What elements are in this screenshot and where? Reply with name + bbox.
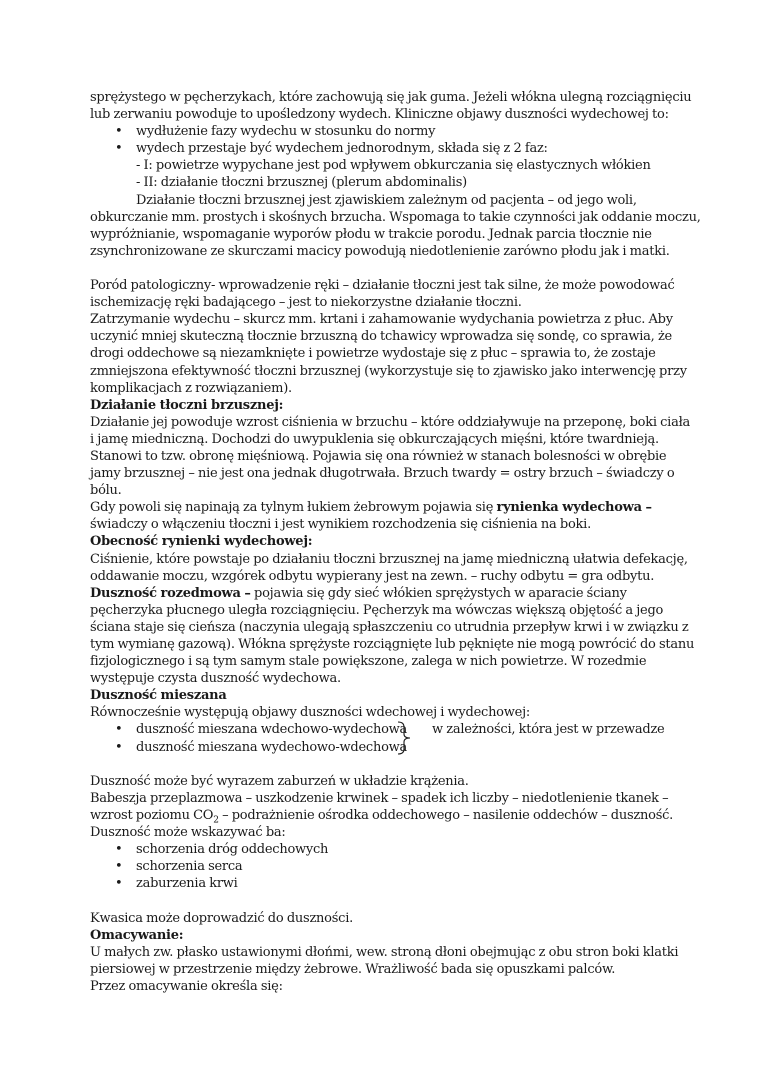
section-heading: Omacywanie:	[90, 927, 184, 943]
bullet-icon: •	[115, 739, 123, 755]
list-item: • schorzenia serca	[115, 859, 243, 875]
list-item: • wydech przestaje być wydechem jednorodnym, składa się z 2 faz:	[115, 141, 548, 157]
text-line: Duszność może być wyrazem zaburzeń w układzie krążenia.	[90, 773, 469, 789]
bullet-icon: •	[115, 722, 123, 738]
text-line: piersiowej w przestrzenie między żebrowe. Wrażliwość bada się opuszkami palców.	[90, 961, 616, 977]
bullet-icon: •	[115, 842, 123, 858]
text-line: jamy brzusznej – nie jest ona jednak długotrwała. Brzuch twardy = ostry brzuch – świadczy o	[90, 466, 675, 482]
text-line: oddawanie moczu, wzgórek odbytu wypierany jest na zewn. – ruchy odbytu = gra odbytu.	[90, 568, 655, 584]
text-line: świadczy o włączeniu tłoczni i jest wynikiem rozchodzenia się ciśnienia na boki.	[90, 517, 591, 533]
text-line: fizjologicznego i są tym samym stale powiększone, zalega w nich powietrze. W rozedmie	[90, 654, 647, 670]
text-line: zsynchronizowane ze skurczami macicy powodują niedotlenienie zarówno płodu jak i matki.	[90, 243, 670, 259]
bullet-icon: •	[115, 876, 123, 892]
bold-term: rynienka wydechowa –	[496, 500, 652, 516]
sub-item: - I: powietrze wypychane jest pod wpływem obkurczania się elastycznych włókien	[136, 158, 651, 174]
bullet-icon: •	[115, 859, 123, 875]
list-item: • zaburzenia krwi	[115, 876, 238, 892]
text-line: tym wymianę gazową). Włókna sprężyste rozciągnięte lub pęknięte nie mogą powrócić do stanu	[90, 637, 695, 652]
text-line: Równocześnie występują objawy duszności wdechowej i wydechowej:	[90, 705, 530, 721]
section-heading: Działanie tłoczni brzusznej:	[90, 397, 284, 413]
text-line: i jamę miedniczną. Dochodzi do uwypuklenia się obkurczających mięśni, które twardnieją.	[90, 431, 659, 447]
text-line: Duszność rozedmowa – pojawia się gdy sieć włókien sprężystych w aparacie ściany	[90, 585, 627, 601]
text-line: wzrost poziomu $CO_2$ – podrażnienie ośrodka oddechowego – nasilenie oddechów – duszność.	[90, 807, 674, 826]
sub-item: - II: działanie tłoczni brzusznej (plerum abdominalis)	[136, 175, 467, 191]
text-line: Gdy powoli się napinają za tylnym łukiem żebrowym pojawia się rynienka wydechowa –	[90, 500, 652, 516]
text-line: Przez omacywanie określa się:	[90, 978, 283, 994]
list-item: • wydłużenie fazy wydechu w stosunku do normy	[115, 124, 436, 140]
text-line: sprężystego w pęcherzykach, które zachowują się jak guma. Jeżeli włókna ulegną rozciągnięciu	[90, 90, 692, 105]
section-heading: Obecność rynienki wydechowej:	[90, 534, 313, 550]
document-page	[90, 89, 701, 995]
list-item: • schorzenia dróg oddechowych	[115, 842, 329, 858]
text-line: Poród patologiczny- wprowadzenie ręki – działanie tłoczni jest tak silne, że może powodować	[90, 278, 675, 294]
text-line: pęcherzyka płucnego uległa rozciągnięciu. Pęcherzyk ma wówczas większą objętość a jego	[90, 602, 664, 618]
brace-note: w zależności, która jest w przewadze	[432, 722, 665, 738]
section-heading: Duszność mieszana	[90, 688, 227, 704]
text-line: ściana staje się cieńsza (naczynia ulegają spłaszczeniu co utrudnia przepływ krwi i w związku z	[90, 619, 689, 635]
text-line: Stanowi to tzw. obronę mięśniową. Pojawia się ona również w stanach bolesności w obrębie	[90, 448, 667, 464]
text-line: Działanie tłoczni brzusznej jest zjawiskiem zależnym od pacjenta – od jego woli,	[136, 192, 637, 208]
text-line: zmniejszona efektywność tłoczni brzusznej (wykorzystuje się to zjawisko jako interwencję przy	[90, 363, 687, 379]
text-line: U małych zw. płasko ustawionymi dłońmi, wew. stroną dłoni obejmując z obu stron boki klatki	[90, 944, 679, 960]
text-line: Zatrzymanie wydechu – skurcz mm. krtani i zahamowanie wydychania powietrza z płuc. Aby	[90, 312, 673, 328]
text-line: Babeszja przeplazmowa – uszkodzenie krwinek – spadek ich liczby – niedotlenienie tkanek –	[90, 790, 669, 806]
mixed-dyspnea-list	[90, 721, 682, 755]
right-brace-icon	[397, 721, 411, 755]
text-line: wypróżnianie, wspomaganie wyporów płodu w trakcie porodu. Jednak parcia tłocznie nie	[90, 226, 652, 242]
text-line: występuje czysta duszność wydechowa.	[90, 671, 341, 687]
subscript: 2	[213, 815, 219, 826]
text-line: komplikacjach z rozwiązaniem).	[90, 380, 292, 396]
text-line: drogi oddechowe są niezamknięte i powietrze wydostaje się z płuc – sprawia to, że zostaje	[90, 346, 656, 362]
text-line: lub zerwaniu powoduje to upośledzony wydech. Kliniczne objawy duszności wydechowej to:	[90, 107, 669, 123]
text-line: ischemizację ręki badającego – jest to niekorzystne działanie tłoczni.	[90, 295, 522, 311]
text-line: Ciśnienie, które powstaje po działaniu tłoczni brzusznej na jamę miedniczną ułatwia defekację,	[90, 551, 688, 567]
text-line: bólu.	[90, 483, 122, 499]
text-line: Działanie jej powoduje wzrost ciśnienia w brzuchu – które oddziaływuje na przeponę, boki ciała	[90, 414, 691, 430]
bold-term: Duszność rozedmowa –	[90, 585, 251, 601]
text-line: obkurczanie mm. prostych i skośnych brzucha. Wspomaga to takie czynności jak oddanie moczu,	[90, 209, 701, 225]
list-item: • duszność mieszana wdechowo-wydechowa	[115, 722, 408, 738]
bullet-icon: •	[115, 141, 123, 157]
text-line: Kwasica może doprowadzić do duszności.	[90, 910, 353, 926]
list-item: • duszność mieszana wydechowo-wdechowa	[115, 739, 408, 755]
bullet-icon: •	[115, 124, 123, 140]
text-line: Duszność może wskazywać ba:	[90, 825, 286, 841]
text-line: uczynić mniej skuteczną tłocznie brzuszną do tchawicy wprowadza się sondę, co sprawia, że	[90, 329, 672, 345]
